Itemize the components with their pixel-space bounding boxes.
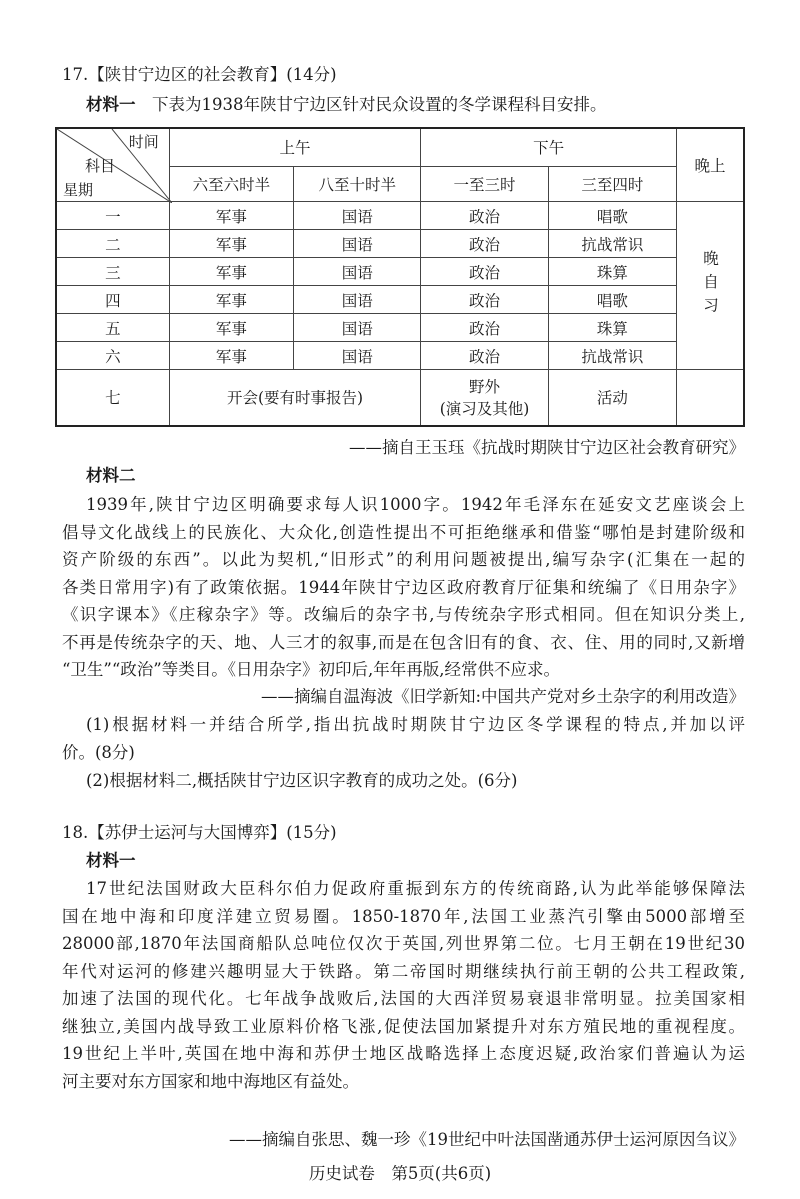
cell-subject: 政治	[421, 286, 548, 314]
cell-afternoon1	[421, 370, 548, 426]
cell-subject: 国语	[294, 314, 421, 342]
q17-question2: (2)根据材料二,概括陕甘宁边区识字教育的成功之处。(6分)	[86, 771, 518, 790]
q17-title: 17.【陕甘宁边区的社会教育】(14分)	[62, 65, 337, 84]
header-slot: 六至六时半	[169, 166, 293, 201]
cell-day: 五	[56, 314, 169, 342]
cell-day: 三	[56, 258, 169, 286]
cell-morning: 开会(要有时事报告)	[169, 370, 421, 426]
cell-subject: 政治	[421, 342, 548, 370]
q17-m1-source: ——摘自王玉珏《抗战时期陕甘宁边区社会教育研究》	[349, 438, 745, 457]
cell-subject: 政治	[421, 202, 548, 230]
paragraph-line: 《识字课本》《庄稼杂字》等。改编后的杂字书,与传统杂字形式相同。但在知识分类上,	[62, 605, 745, 624]
paragraph-line: 国在地中海和印度洋建立贸易圈。1850-1870年,法国工业蒸汽引擎由5000部增至	[62, 906, 745, 926]
cell-subject: 珠算	[548, 258, 676, 286]
cell-subject: 军事	[169, 258, 293, 286]
table-row	[56, 314, 744, 342]
paragraph-line: 17世纪法国财政大臣科尔伯力促政府重振到东方的传统商路,认为此举能够保障法	[86, 879, 745, 898]
cell-subject: 珠算	[548, 314, 676, 342]
table-row	[56, 202, 744, 230]
cell-subject: 国语	[294, 342, 421, 370]
header-slot: 三至四时	[548, 166, 676, 201]
table-row	[56, 286, 744, 314]
cell-day: 七	[56, 370, 169, 426]
corner-time: 时间	[128, 133, 159, 151]
paragraph-line: “卫生”“政治”等类目。《日用杂字》初印后,年年再版,经常供不应求。	[62, 660, 560, 679]
paragraph-line: 资产阶级的东西”。以此为契机,“旧形式”的利用问题被提出,编写杂字(汇集在一起的	[62, 550, 745, 569]
cell-subject: 政治	[421, 258, 548, 286]
cell-day: 二	[56, 230, 169, 258]
cell-subject: 唱歌	[548, 202, 676, 230]
cell-evening: 晚自习	[676, 202, 744, 370]
paragraph-line: 河主要对东方国家和地中海地区有益处。	[62, 1071, 359, 1091]
paragraph-line: 继独立,美国内战导致工业原料价格飞涨,促使法国加紧提升对东方殖民地的重视程度。	[62, 1016, 745, 1036]
cell-subject: 抗战常识	[548, 230, 676, 258]
q18-title: 18.【苏伊士运河与大国博弈】(15分)	[62, 823, 337, 842]
cell-text: (演习及其他)	[439, 400, 530, 419]
paragraph-line: 1939年,陕甘宁边区明确要求每人识1000字。1942年毛泽东在延安文艺座谈会上	[86, 495, 745, 514]
cell-text: 野外	[469, 378, 501, 397]
cell-subject: 唱歌	[548, 286, 676, 314]
cell-subject: 国语	[294, 230, 421, 258]
q17-material2-label: 材料二	[86, 466, 136, 485]
cell-afternoon2: 活动	[548, 370, 676, 426]
q17-question1-cont: 价。(8分)	[62, 743, 135, 762]
paragraph-line: 19世纪上半叶,英国在地中海和苏伊士地区战略选择上态度迟疑,政治家们普遍认为运	[62, 1044, 745, 1063]
table-row	[56, 230, 744, 258]
cell-subject: 军事	[169, 286, 293, 314]
material-label: 材料一	[86, 95, 136, 114]
corner-subject: 科目	[85, 157, 116, 175]
header-slot: 一至三时	[421, 166, 548, 201]
winter-course-table	[55, 127, 745, 427]
cell-day: 六	[56, 342, 169, 370]
paragraph-line: 倡导文化战线上的民族化、大众化,创造性提出不可拒绝继承和借鉴“哪怕是封建阶级和	[62, 522, 745, 542]
table-corner-header	[56, 128, 169, 202]
paragraph-line: 不再是传统杂字的天、地、人三才的叙事,而是在包含旧有的食、衣、住、用的同时,又新增	[62, 632, 745, 652]
q17-question1: (1)根据材料一并结合所学,指出抗战时期陕甘宁边区冬学课程的特点,并加以评	[86, 715, 745, 734]
material-text: 下表为1938年陕甘宁边区针对民众设置的冬学课程科目安排。	[152, 95, 607, 114]
q18-material1-label: 材料一	[86, 851, 136, 870]
cell-day: 四	[56, 286, 169, 314]
paragraph-line: 年代对运河的修建兴趣明显大于铁路。第二帝国时期继续执行前王朝的公共工程政策,	[62, 961, 745, 981]
cell-subject: 军事	[169, 230, 293, 258]
header-afternoon: 下午	[421, 128, 677, 166]
cell-subject: 政治	[421, 230, 548, 258]
cell-subject: 军事	[169, 342, 293, 370]
cell-subject: 政治	[421, 314, 548, 342]
cell-subject: 国语	[294, 286, 421, 314]
cell-subject: 军事	[169, 314, 293, 342]
q17-m2-source: ——摘编自温海波《旧学新知:中国共产党对乡土杂字的利用改造》	[260, 687, 745, 706]
paragraph-line: 各类日常用字)有了政策依据。1944年陕甘宁边区政府教育厅征集和统编了《日用杂字》	[62, 577, 745, 597]
header-slot: 八至十时半	[294, 166, 421, 201]
cell-subject: 国语	[294, 258, 421, 286]
paragraph-line: 加速了法国的现代化。七年战争战败后,法国的大西洋贸易衰退非常明显。拉美国家相	[62, 989, 745, 1008]
q18-m1-source: ——摘编自张思、魏一珍《19世纪中叶法国凿通苏伊士运河原因刍议》	[229, 1130, 745, 1149]
q17-material1-intro	[86, 94, 745, 116]
header-morning: 上午	[169, 128, 421, 166]
table-row	[56, 370, 744, 426]
cell-subject: 国语	[294, 202, 421, 230]
table-row	[56, 258, 744, 286]
page-footer: 历史试卷 第5页(共6页)	[308, 1164, 492, 1183]
cell-subject: 抗战常识	[548, 342, 676, 370]
paragraph-line: 28000部,1870年法国商船队总吨位仅次于英国,列世界第二位。七月王朝在19世纪30	[62, 934, 745, 953]
header-evening: 晚上	[676, 128, 744, 202]
cell-day: 一	[56, 202, 169, 230]
table-row	[56, 342, 744, 370]
corner-weekday: 星期	[63, 181, 94, 199]
cell-subject: 军事	[169, 202, 293, 230]
